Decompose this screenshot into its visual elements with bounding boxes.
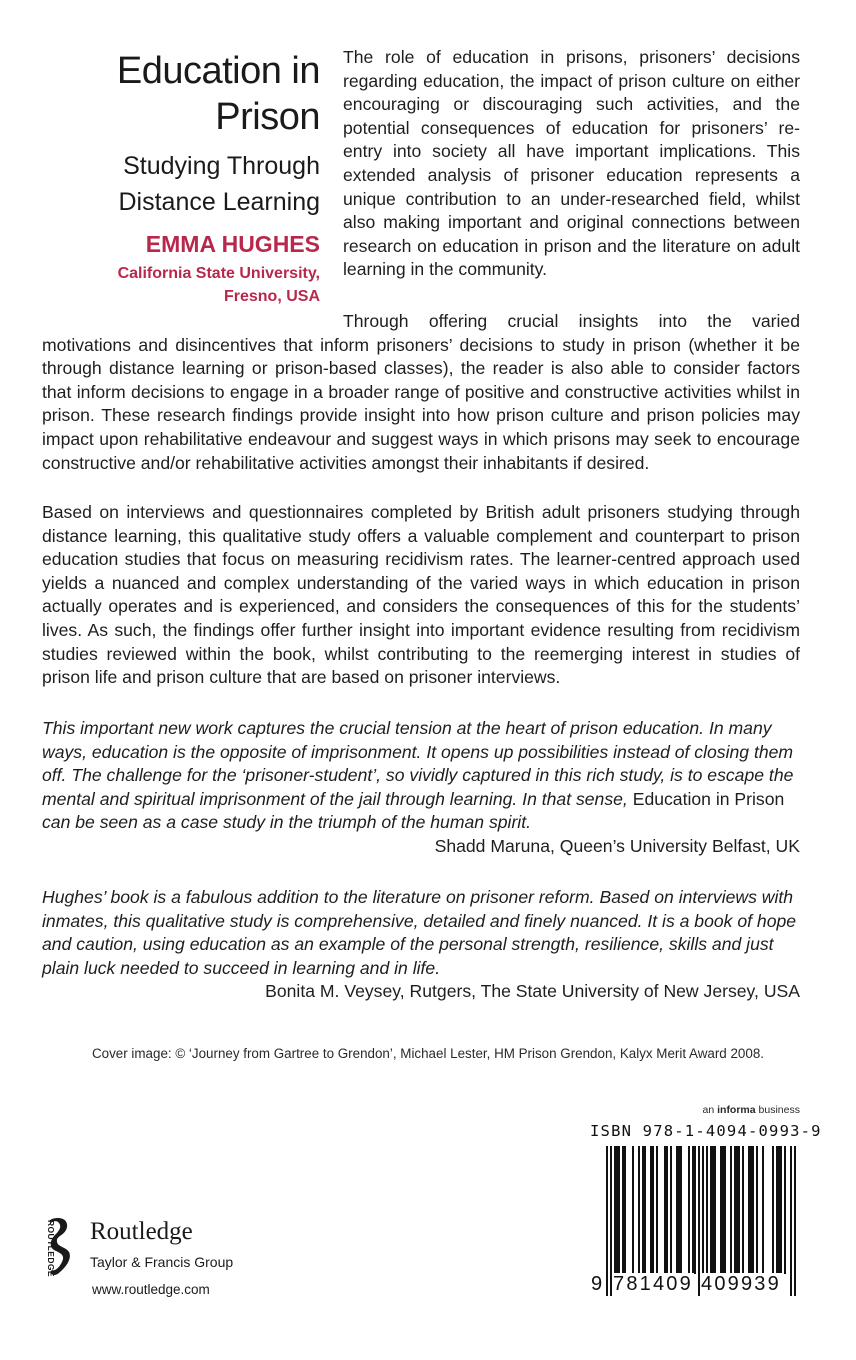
barcode-bar [632,1146,634,1274]
endorsement-1-book-title: Education in Prison [632,788,785,809]
barcode-bar [752,1146,754,1274]
endorsement-1-attribution: Shadd Maruna, Queen’s University Belfast, UK [434,835,800,856]
barcode-bar [748,1146,750,1274]
endorsement-2-quote: Hughes’ book is a fabulous addition to the literature on prisoner reform. Based on interviews with inmates, this qualitative study is comprehensive, detailed and finely nuanced. It is a book of hope and caution, using education as an example of the personal strength, resilience, skills and just plain luck needed to succeed in learning and in life. [42,887,797,978]
barcode-bar [618,1146,620,1274]
barcode-bar [724,1146,726,1274]
title-block [40,48,320,308]
barcode-digits-left: 781409 [613,1273,693,1295]
barcode-bar [638,1146,640,1274]
barcode-bar [614,1146,616,1274]
barcode-bar [710,1146,712,1274]
barcode-bar [650,1146,652,1274]
barcode-bar [706,1146,708,1274]
barcode-bar [790,1146,792,1296]
barcode-bar [680,1146,682,1274]
routledge-vertical-mark: ROUTLEDGE [46,1220,56,1277]
barcode-bar [644,1146,646,1274]
barcode-digit-first: 9 [591,1273,603,1295]
book-title-line1: Education in [116,50,320,92]
author-affiliation-line2: Fresno, USA [223,288,320,305]
book-subtitle-line1: Studying Through [123,152,320,180]
author-affiliation-line1: California State University, [117,265,320,282]
barcode-bar [784,1146,786,1274]
barcode-bar [730,1146,732,1274]
barcode-bar [652,1146,654,1274]
isbn-text: ISBN 978-1-4094-0993-9 [590,1122,822,1140]
informa-business-tag [703,1104,801,1116]
barcode-bar [778,1146,780,1274]
barcode-bar [780,1146,782,1274]
publisher-url[interactable]: www.routledge.com [92,1282,210,1297]
barcode-bar [656,1146,658,1274]
barcode-bar [688,1146,690,1274]
book-subtitle-line2: Distance Learning [118,188,320,216]
barcode-bar [622,1146,624,1274]
barcode-bar [756,1146,758,1274]
author-name: EMMA HUGHES [145,231,320,257]
informa-brand: informa [717,1104,756,1116]
barcode-bar [712,1146,714,1274]
barcode-bar [794,1146,796,1296]
endorsement-1-quote-part2: can be seen as a case study in the triumph of the human spirit. [42,812,531,833]
barcode-digits-right: 409939 [701,1273,781,1295]
informa-suffix: business [758,1104,800,1116]
book-subtitle [40,148,320,220]
barcode-bar [694,1146,696,1274]
publisher-name: Routledge [90,1218,193,1245]
blurb-paragraph-1: The role of education in prisons, prisoners’ decisions regarding education, the impact of prison culture on either encouraging or discouraging such activities, and the potential consequences of education for prisoners’ re-entry into society all have important implications. This extended analysis of prisoner education represents a unique contribution to an under-researched field, whilst also making important and original connections between research on education in prison and the literature on adult learning in the community. [343,47,800,280]
publisher-group: Taylor & Francis Group [90,1254,234,1270]
barcode-bar [750,1146,752,1274]
book-title-line2: Prison [215,96,320,138]
informa-prefix: an [702,1104,715,1116]
barcode-bar [624,1146,626,1274]
barcode-bar [666,1146,668,1274]
blurb-paragraph-2: Through offering crucial insights into the varied motivations and disincentives that inform prisoners’ decisions to study in prison (whether it be through distance learning or prison-based classes), the reader is also able to consider factors that inform decisions to engage in a broader range of positive and constructive activities whilst in prison. These research findings provide insight into how prison culture and prison policies may impact upon rehabilitative endeavour and suggest ways in which prisons may seek to encourage constructive and/or rehabilitative activities amongst their inhabitants if desired. [42,311,800,473]
barcode-bar [720,1146,722,1274]
barcode-bar [772,1146,774,1274]
barcode-bar [762,1146,764,1274]
barcode-bar [734,1146,736,1274]
barcode-bar [676,1146,678,1274]
barcode-bar [776,1146,778,1274]
barcode-bar [742,1146,744,1274]
endorsement-2 [42,886,800,1004]
barcode-bar [670,1146,672,1274]
barcode-bar [736,1146,738,1274]
endorsement-2-attribution: Bonita M. Veysey, Rutgers, The State University of New Jersey, USA [265,981,800,1002]
book-title [40,48,320,140]
barcode-bar [714,1146,716,1274]
barcode-bar [616,1146,618,1274]
endorsement-1-quote-part1: This important new work captures the crucial tension at the heart of prison education. In many ways, education is the opposite of imprisonment. It opens up possibilities instead of closing them off. The challenge for the ‘prisoner-student’, so vividly captured in this rich study, is to escape the mental and spiritual imprisonment of the jail through learning. In that sense, [42,718,794,809]
barcode-bar [642,1146,644,1274]
barcode-bar [678,1146,680,1274]
author-affiliation [40,262,320,308]
endorsement-1-quote [42,717,800,835]
barcode-bar [664,1146,666,1274]
endorsement-1 [42,717,800,859]
barcode-bar [606,1146,608,1296]
barcode-bar [722,1146,724,1274]
barcode-bar [738,1146,740,1274]
blurb-paragraph-3: Based on interviews and questionnaires completed by British adult prisoners studying through distance learning, this qualitative study offers a valuable complement and counterpart to prison education studies that focus on measuring recidivism rates. The learner-centred approach used yields a nuanced and complex understanding of the varied ways in which education in prison actually operates and is experienced, and considers the consequences of this for the students’ lives. As such, the findings offer further insight into important evidence resulting from recidivism studies reviewed within the book, whilst contributing to the reemerging interest in studies of prison life and prison culture that are based on prisoner interviews. [42,502,800,688]
barcode-bar [692,1146,694,1274]
cover-image-credit: Cover image: © ‘Journey from Gartree to Grendon’, Michael Lester, HM Prison Grendon, Kalyx Merit Award 2008. [91,1046,764,1061]
